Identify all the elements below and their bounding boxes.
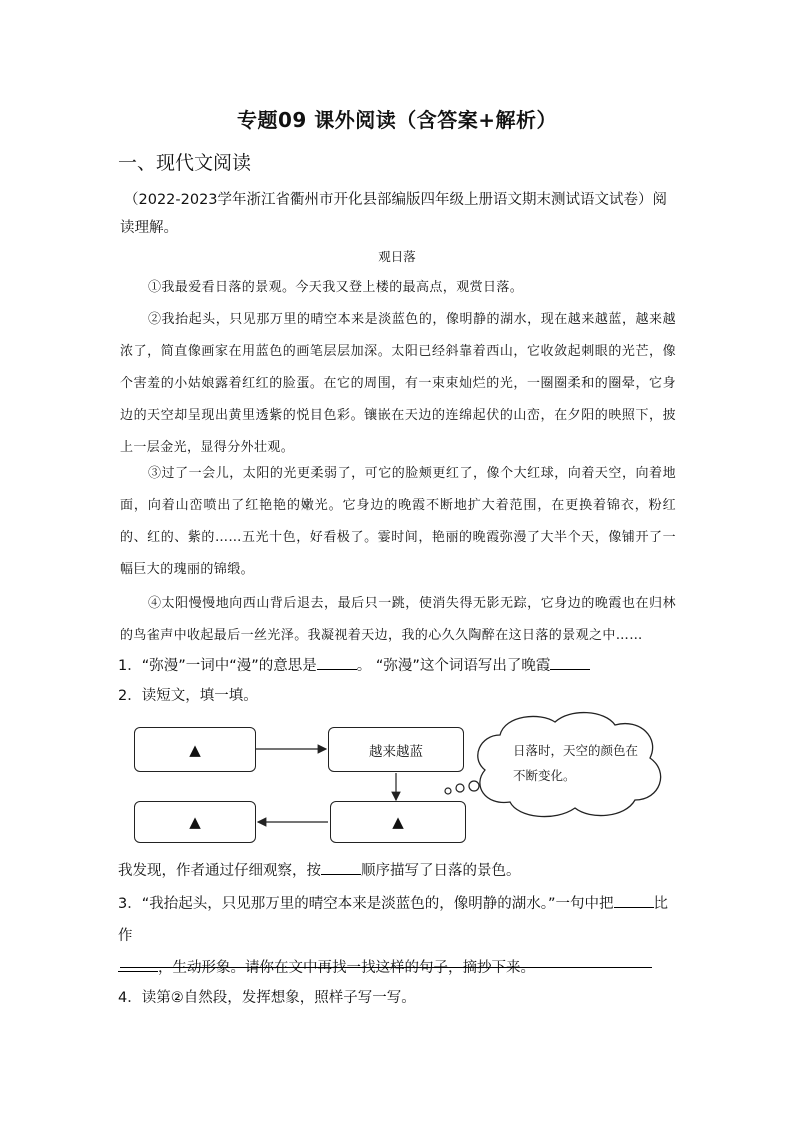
passage-paragraph-4: ④太阳慢慢地向西山背后退去，最后只一跳，使消失得无影无踪，它身边的晚霞也在归林的鸟雀声中收起最后一丝光泽。我凝视着天边，我的心久久陶醉在这日落的景观之中…… [120,596,676,643]
source-note: （2022-2023学年浙江省衢州市开化县部编版四年级上册语文期末测试语文试卷）阅读理解。 [120,192,668,236]
answer-line[interactable] [120,967,652,968]
discovery-part2: 顺序描写了日落的景色。 [361,863,521,879]
thought-cloud-text: 日落时，天空的颜色在不断变化。 [513,743,639,783]
answer-blank[interactable] [614,893,654,908]
answer-blank[interactable] [118,957,158,972]
flow-box-bottom-right[interactable]: ▲ [330,801,466,843]
page-title: 专题09 课外阅读（含答案+解析） [236,108,558,132]
question-1-part2: 。 “弥漫”这个词语写出了晚霞 [356,658,551,674]
flow-box-top-right: 越来越蓝 [328,727,464,772]
passage-paragraph-3: ③过了一会儿，太阳的光更柔弱了，可它的脸颊更红了，像个大红球，向着天空，向着地面，向着山峦喷出了红艳艳的嫩光。它身边的晚霞不断地扩大着范围，在更换着锦衣，粉红的、红的、紫的……五光十色，好看极了。霎时间，艳丽的晚霞弥漫了大半个天，像铺开了一幅巨大的瑰丽的锦缎。 [120,466,676,577]
thought-bubble-dot [445,788,451,794]
flow-box-bottom-left[interactable]: ▲ [134,801,256,843]
discovery-part1: 我发现，作者通过仔细观察，按 [118,863,321,879]
thought-bubble-dot [456,784,464,792]
question-2: 2．读短文，填一填。 [118,688,258,704]
question-3-part3: ，生动形象。请你在文中再找一找这样的句子，摘抄下来。 [158,960,535,976]
flow-box-top-left[interactable]: ▲ [134,727,256,772]
passage-title: 观日落 [378,249,416,264]
question-3-part1: 3．“我抬起头，只见那万里的晴空本来是淡蓝色的，像明静的湖水。”一句中把 [118,896,614,912]
question-3-part2: 比作 [118,896,668,944]
discovery-line [118,855,521,887]
passage-paragraph-1: ①我最爱看日落的景观。今天我又登上楼的最高点，观赏日落。 [148,280,524,295]
question-3 [118,888,678,984]
thought-bubble-dot [469,781,479,791]
question-4: 4．读第②自然段，发挥想象，照样子写一写。 [118,990,416,1006]
passage-paragraph-2: ②我抬起头，只见那万里的晴空本来是淡蓝色的，像明静的湖水，现在越来越蓝，越来越浓了，简直像画家在用蓝色的画笔层层加深。太阳已经斜靠着西山，它收敛起刺眼的光芒，像个害羞的小姑娘露着红红的脸蛋。在它的周围，有一束束灿烂的光，一圈圈柔和的圈晕，它身边的天空却呈现出黄里透紫的悦目色彩。镶嵌在天边的连绵起伏的山峦，在夕阳的映照下，披上一层金光，显得分外壮观。 [120,312,676,455]
section-heading: 一、现代文阅读 [118,152,252,174]
answer-blank[interactable] [321,860,361,875]
question-1-part1: 1．“弥漫”一词中“漫”的意思是 [118,658,317,674]
